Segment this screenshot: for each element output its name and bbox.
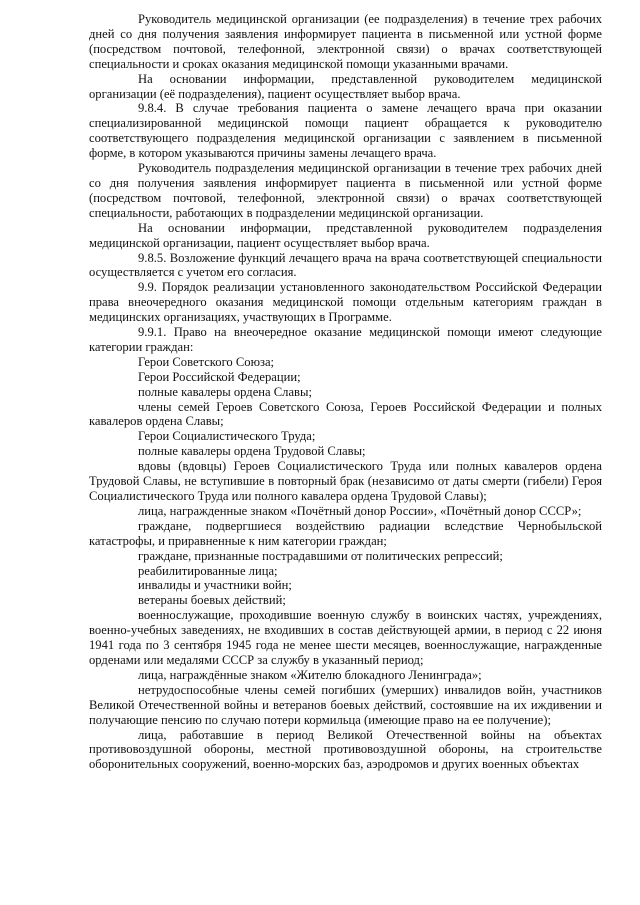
paragraph-5: На основании информации, представленной руководителем подразделения медицинской организации, пациент осуществляет выбор врача. xyxy=(89,220,602,250)
list-item-category: Герои Советского Союза; xyxy=(138,354,275,369)
list-item-category: полные кавалеры ордена Трудовой Славы; xyxy=(138,444,366,459)
list-item-category: нетрудоспособные члены семей погибших (умерших) инвалидов войн, участников Великой Отечественной войны и ветеранов боевых действий, состоявшие на их иждивении и получающие пенсию по случаю потери кормильца (имеющие право на ее получение); xyxy=(89,682,602,727)
paragraph-7: 9.9. Порядок реализации установленного законодательством Российской Федерации права внеочередного оказания медицинской помощи отдельным категориям граждан в медицинских организациях, участвующих в Программе. xyxy=(89,280,602,325)
paragraph-2: На основании информации, представленной руководителем медицинской организации (её подразделения), пациент осуществляет выбор врача. xyxy=(89,71,602,101)
list-item-category: полные кавалеры ордена Славы; xyxy=(138,384,312,399)
list-item-category: лица, работавшие в период Великой Отечественной войны на объектах противовоздушной обороны, местной противовоздушной обороны, на строительстве оборонительных сооружений, военно-морских баз, аэродромов и других военных объектах xyxy=(89,727,602,772)
paragraph-1: Руководитель медицинской организации (ее подразделения) в течение трех рабочих дней со дня получения заявления информирует пациента в письменной или устной форме (посредством почтовой, телефонной, электронной связи) о врачах соответствующей специальности и сроках оказания медицинской помощи указанными врачами. xyxy=(89,12,602,71)
list-item-category: Герои Российской Федерации; xyxy=(138,369,301,384)
paragraph-8: 9.9.1. Право на внеочередное оказание медицинской помощи имеют следующие категории граждан: xyxy=(89,325,602,354)
list-item-category: лица, награжденные знаком «Почётный донор России», «Почётный донор СССР»; xyxy=(138,503,582,518)
paragraph-4: Руководитель подразделения медицинской организации в течение трех рабочих дней со дня получения заявления информирует пациента в письменной или устной форме (посредством почтовой, телефонной, электронной связи) о врачах соответствующей специальности, работающих в подразделении медицинской организации. xyxy=(89,161,602,220)
list-item-category: члены семей Героев Советского Союза, Героев Российской Федерации и полных кавалеров ордена Славы; xyxy=(89,399,602,429)
list-item-category: лица, награждённые знаком «Жителю блокадного Ленинграда»; xyxy=(138,667,482,682)
list-item-category: ветераны боевых действий; xyxy=(138,593,286,608)
list-item-category: граждане, признанные пострадавшими от политических репрессий; xyxy=(138,548,503,563)
list-item-category: вдовы (вдовцы) Героев Социалистического Труда или полных кавалеров ордена Трудовой Славы, не вступившие в повторный брак (независимо от даты смерти (гибели) Героя Социалистического Труда или полного кавалера ордена Трудовой Славы); xyxy=(89,459,602,503)
paragraph-6: 9.8.5. Возложение функций лечащего врача на врача соответствующей специальности осуществляется с учетом его согласия. xyxy=(89,250,602,280)
list-item-category: граждане, подвергшиеся воздействию радиации вследствие Чернобыльской катастрофы, и приравненные к ним категории граждан; xyxy=(89,518,602,548)
paragraph-3: 9.8.4. В случае требования пациента о замене лечащего врача при оказании специализированной медицинской помощи пациент обращается к руководителю соответствующего подразделения медицинской организации с заявлением в письменной форме, в котором указываются причины замены лечащего врача. xyxy=(89,101,602,161)
list-item-category: Герои Социалистического Труда; xyxy=(138,429,316,444)
list-item-category: реабилитированные лица; xyxy=(138,563,278,578)
list-item-category: военнослужащие, проходившие военную службу в воинских частях, учреждениях, военно-учебных заведениях, не входивших в состав действующей армии, в период с 22 июня 1941 года по 3 сентября 1945 года не менее шести месяцев, военнослужащие, награжденные орденами или медалями СССР за службу в указанный период; xyxy=(89,608,602,667)
list-item-category: инвалиды и участники войн; xyxy=(138,578,292,593)
